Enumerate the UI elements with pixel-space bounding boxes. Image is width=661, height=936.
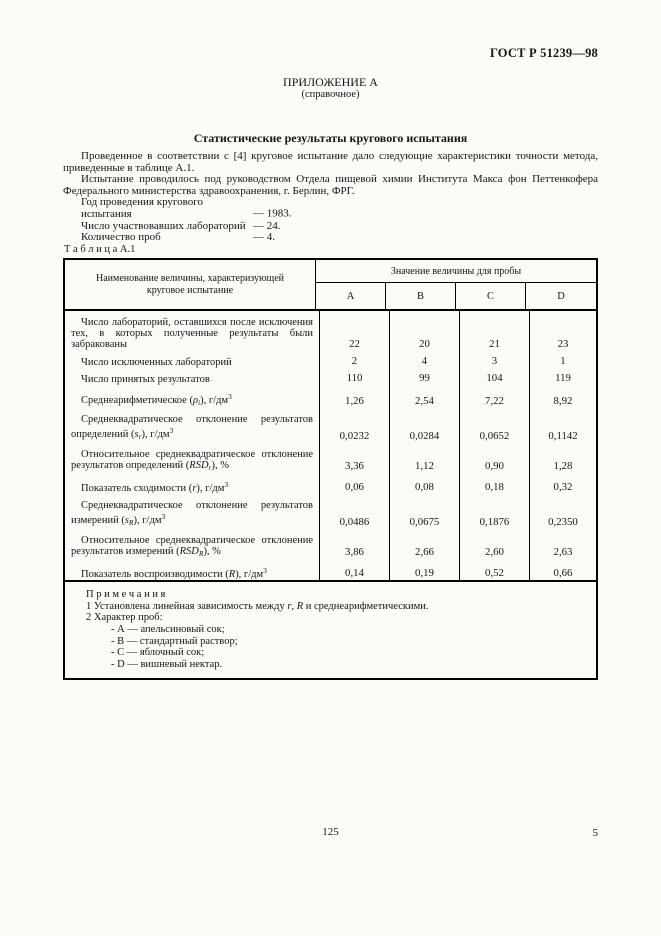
table-row bbox=[65, 559, 596, 580]
row-value: 4 bbox=[390, 351, 460, 368]
row-value: 0,0652 bbox=[460, 408, 530, 442]
row-value: 0,0486 bbox=[320, 494, 390, 528]
facts-list bbox=[81, 197, 598, 243]
sample-item: - А — апельсиновый сок; bbox=[111, 624, 225, 636]
row-value: 1 bbox=[560, 354, 566, 367]
row-value: 20 bbox=[390, 311, 460, 351]
row-value: 1,28 bbox=[553, 460, 573, 473]
section-title: Статистические результаты кругового испытания bbox=[193, 131, 468, 145]
row-label: Среднеарифметическое $(\rho_i)$, $г/дм^3$ bbox=[65, 385, 320, 408]
row-label: Число принятых результатов bbox=[65, 368, 320, 385]
fact-value: — 1983. bbox=[253, 207, 292, 220]
fact-row bbox=[81, 232, 598, 244]
table-header-group-title: Значение величины для пробы bbox=[316, 260, 596, 283]
notes-title: П р и м е ч а н и я bbox=[86, 589, 166, 601]
table-caption: Т а б л и ц а А.1 bbox=[64, 244, 136, 255]
page-number-right: 5 bbox=[592, 827, 598, 839]
sample-item: - В — стандартный раствор; bbox=[111, 635, 238, 647]
row-value: 0,06 bbox=[320, 473, 390, 494]
row-value: 0,52 bbox=[460, 559, 530, 580]
row-value: 104 bbox=[460, 368, 530, 385]
row-label: Среднеквадратическое отклонение результатов измерений $(s_R)$, $г/дм^3$ bbox=[65, 494, 320, 528]
table-row bbox=[65, 529, 596, 559]
fact-value: — 24. bbox=[253, 219, 281, 232]
appendix-title: ПРИЛОЖЕНИЕ А bbox=[283, 75, 378, 89]
column-header: D bbox=[557, 290, 565, 302]
sample-item: - D — вишневый нектар. bbox=[111, 658, 223, 670]
row-label: Относительное среднеквадратическое отклонение результатов определений $(RSD_r)$, % bbox=[65, 443, 320, 473]
row-value: 3,36 bbox=[320, 443, 390, 473]
row-label: Показатель сходимости (r), $г/дм^3$ bbox=[65, 473, 320, 494]
note-line-2: 2 Характер проб: bbox=[86, 612, 163, 624]
row-value: 1,12 bbox=[390, 443, 460, 473]
row-value: 0,66 bbox=[553, 567, 573, 580]
row-value: 1,26 bbox=[320, 385, 390, 408]
row-value: 0,90 bbox=[460, 443, 530, 473]
column-header: В bbox=[386, 283, 456, 309]
row-value: 2,54 bbox=[390, 385, 460, 408]
row-label: Относительное среднеквадратическое отклонение результатов измерений $(RSD_R)$, % bbox=[65, 529, 320, 559]
row-value: 119 bbox=[555, 372, 571, 385]
column-header: А bbox=[316, 283, 386, 309]
row-value: 2 bbox=[320, 351, 390, 368]
row-value: 2,60 bbox=[460, 529, 530, 559]
row-value: 0,2350 bbox=[548, 515, 578, 528]
row-value: 0,32 bbox=[553, 481, 573, 494]
row-value: 2,66 bbox=[390, 529, 460, 559]
fact-label: Год проведения кругового испытания bbox=[81, 196, 204, 220]
row-value: 99 bbox=[390, 368, 460, 385]
sample-item: - С — яблочный сок; bbox=[111, 647, 205, 659]
row-value: 0,1876 bbox=[460, 494, 530, 528]
row-value: 0,0232 bbox=[320, 408, 390, 442]
table-header-group bbox=[316, 260, 596, 309]
row-value: 0,14 bbox=[320, 559, 390, 580]
row-value: 2,63 bbox=[553, 546, 573, 559]
page-number-center: 125 bbox=[322, 826, 339, 838]
row-value: 3,86 bbox=[320, 529, 390, 559]
table-header-name-column: Наименование величины, характеризующей круговое испытание bbox=[65, 260, 316, 309]
table-notes bbox=[65, 580, 596, 678]
column-header: С bbox=[456, 283, 526, 309]
table-body bbox=[65, 311, 596, 580]
table-row bbox=[65, 443, 596, 473]
table-row bbox=[65, 494, 596, 528]
fact-label: Число участвовавших лабораторий bbox=[81, 219, 246, 232]
fact-label: Количество проб bbox=[81, 231, 161, 244]
table-header bbox=[65, 260, 596, 311]
row-value: 0,18 bbox=[460, 473, 530, 494]
row-label: Число лабораторий, оставшихся после исключения тех, в которых полученные результаты были забракованы bbox=[65, 311, 320, 351]
intro-paragraph: Испытание проводилось под руководством Отдела пищевой химии Института Макса фон Петтенкофера Федерального министерства здравоохранения, г. Берлин, ФРГ. bbox=[63, 173, 598, 197]
fact-value: — 4. bbox=[253, 231, 275, 244]
row-value: 0,0675 bbox=[390, 494, 460, 528]
row-value: 7,22 bbox=[460, 385, 530, 408]
row-value: 8,92 bbox=[553, 395, 573, 408]
row-value: 3 bbox=[460, 351, 530, 368]
fact-row bbox=[81, 197, 598, 220]
table-row bbox=[65, 408, 596, 442]
row-value: 110 bbox=[320, 368, 390, 385]
sample-list bbox=[111, 624, 586, 670]
table-row bbox=[65, 351, 596, 368]
row-value: 22 bbox=[320, 311, 390, 351]
row-value: 21 bbox=[460, 311, 530, 351]
row-label: Число исключенных лабораторий bbox=[65, 351, 320, 368]
row-value: 0,0284 bbox=[390, 408, 460, 442]
row-value: 0,08 bbox=[390, 473, 460, 494]
note-line-1: 1 Установлена линейная зависимость между r, R и среднеарифметическими. bbox=[86, 600, 429, 612]
intro-paragraph: Проведенное в соответствии с [4] круговое испытание дало следующие характеристики точности метода, приведенные в таблице А.1. bbox=[63, 150, 598, 174]
table-row bbox=[65, 368, 596, 385]
row-label: Среднеквадратическое отклонение результатов определений $(s_r)$, $г/дм^3$ bbox=[65, 408, 320, 442]
table-header-columns bbox=[316, 283, 596, 309]
row-value: 23 bbox=[557, 337, 569, 350]
table-row bbox=[65, 385, 596, 408]
table-row bbox=[65, 473, 596, 494]
results-table bbox=[63, 258, 598, 680]
row-value: 0,1142 bbox=[548, 429, 578, 442]
row-label: Показатель воспроизводимости (R), $г/дм^3$ bbox=[65, 559, 320, 580]
appendix-subtitle: (справочное) bbox=[301, 89, 360, 100]
doc-number: ГОСТ Р 51239—98 bbox=[489, 46, 598, 60]
intro-block bbox=[63, 151, 598, 244]
row-value: 0,19 bbox=[390, 559, 460, 580]
table-row bbox=[65, 311, 596, 351]
